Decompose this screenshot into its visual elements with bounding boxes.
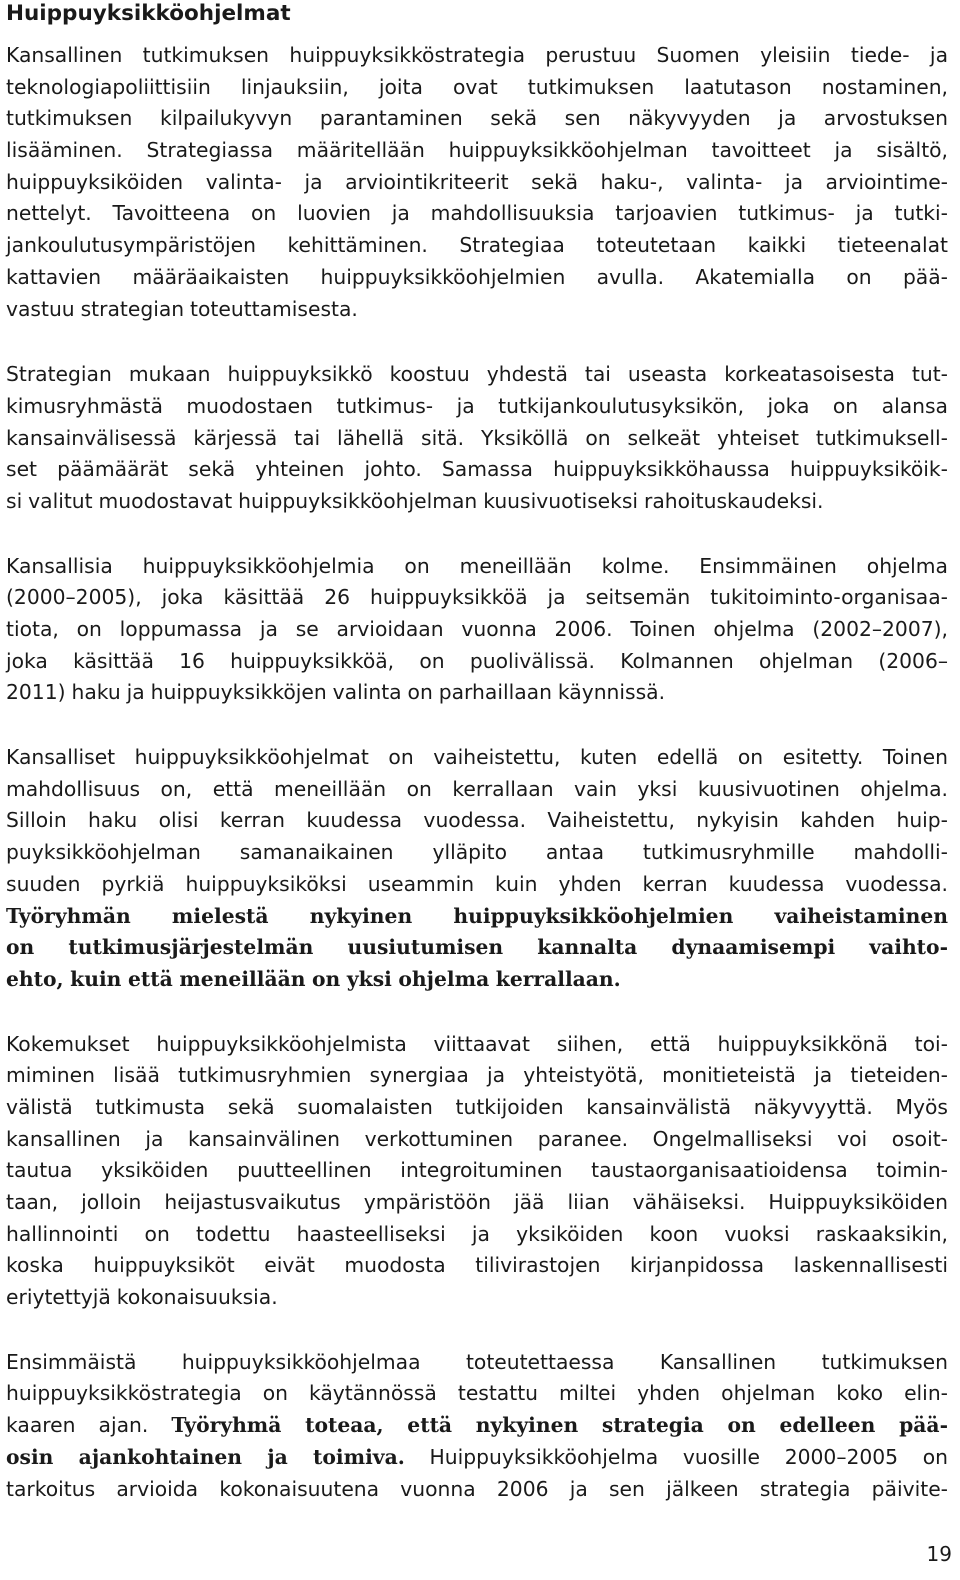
text-line: vastuu strategian toteuttamisesta. [6, 296, 358, 321]
text-line: Kokemukset huippuyksikköohjelmista viittaavat siihen, että huippuyksikkönä toi- [6, 1031, 948, 1056]
text-line: taan, jolloin heijastusvaikutus ympäristöön jää liian vähäiseksi. Huippuyksiköiden [6, 1190, 948, 1214]
text-line: huippuyksikköstrategia on käytännössä testattu miltei yhden ohjelman koko elin- [6, 1381, 948, 1406]
text-line: Kansalliset huippuyksikköohjelmat on vaiheistettu, kuten edellä on esitetty. Toinen [6, 745, 948, 770]
text-line: 2011) haku ja huippuyksikköjen valinta on parhaillaan käynnissä. [6, 680, 666, 705]
paragraph-phasing [6, 742, 948, 996]
emphasis-line: ehto, kuin että meneillään on yksi ohjelma kerrallaan. [6, 966, 621, 991]
text-line: jankoulutusympäristöjen kehittäminen. Strategiaa toteutetaan kaikki tieteenalat [6, 233, 948, 258]
text-line: eriytettyjä kokonaisuuksia. [6, 1285, 278, 1310]
page-number: 19 [926, 1542, 952, 1566]
emphasis-line: Työryhmän mielestä nykyinen huippuyksikköohjelmien vaiheistaminen [6, 903, 948, 928]
text-line: tutkimuksen kilpailukyvyn parantaminen sekä sen näkyvyyden ja arvostuksen [6, 106, 948, 131]
text-line: Kansallisia huippuyksikköohjelmia on meneillään kolme. Ensimmäinen ohjelma [6, 553, 948, 578]
text-line: si valitut muodostavat huippuyksikköohjelman kuusivuotiseksi rahoituskaudeksi. [6, 488, 824, 513]
text-line: mahdollisuus on, että meneillään on kerrallaan vain yksi kuusivuotinen ohjelma. [6, 776, 948, 801]
text-line: huippuyksiköiden valinta- ja arviointikriteerit sekä haku-, valinta- ja arviointime- [6, 169, 948, 194]
text-line: teknologiapoliittisiin linjauksiin, joita ovat tutkimuksen laatutason nostaminen, [6, 74, 948, 99]
text-line: lisääminen. Strategiassa määritellään huippuyksikköohjelman tavoitteet ja sisältö, [6, 138, 948, 163]
text-line: tiota, on loppumassa ja se arvioidaan vuonna 2006. Toinen ohjelma (2002–2007), [6, 617, 948, 641]
text-line: tarkoitus arvioida kokonaisuutena vuonna 2006 ja sen jälkeen strategia päivite- [6, 1476, 948, 1501]
emphasis-line: on tutkimusjärjestelmän uusiutumisen kannalta dynaamisempi vaihto- [6, 935, 948, 960]
text-line: joka käsittää 16 huippuyksikköä, on puolivälissä. Kolmannen ohjelman (2006– [6, 648, 948, 673]
text-line: kansallinen ja kansainvälinen verkottuminen paranee. Ongelmalliseksi voi osoit- [6, 1126, 948, 1151]
paragraph-programmes [6, 551, 948, 709]
text-line: puyksikköohjelman samanaikainen ylläpito antaa tutkimusryhmille mahdolli- [6, 840, 948, 865]
page-heading: Huippuyksikköohjelmat [6, 1, 291, 26]
text-line: suuden pyrkiä huippuyksiköksi useammin kuin yhden kerran kuudessa vuodessa. [6, 871, 948, 896]
text-line: set päämäärät sekä yhteinen johto. Samassa huippuyksikköhaussa huippuyksiköik- [6, 457, 948, 482]
text-line: kimusryhmästä muodostaen tutkimus- ja tutkijankoulutusyksikön, joka on alansa [6, 393, 948, 418]
text-line-mixed [6, 1442, 948, 1474]
emphasis-segment: Työryhmä toteaa, että nykyinen strategia on edelleen pää- [171, 1413, 948, 1438]
text-line: välistä tutkimusta sekä suomalaisten tutkijoiden kansainvälistä näkyvyyttä. Myös [6, 1094, 948, 1119]
text-line: (2000–2005), joka käsittää 26 huippuyksikköä ja seitsemän tukitoiminto-organisaa- [6, 585, 948, 610]
text-line: koska huippuyksiköt eivät muodosta tilivirastojen kirjanpidossa laskennallisesti [6, 1253, 948, 1278]
text-line: kansainvälisessä kärjessä tai lähellä sitä. Yksiköllä on selkeät yhteiset tutkimuksell- [6, 425, 948, 450]
text-line: Kansallinen tutkimuksen huippuyksikköstrategia perustuu Suomen yleisiin tiede- ja [6, 43, 948, 67]
text-line: miminen lisää tutkimusryhmien synergiaa ja yhteistyötä, monitieteistä ja tieteiden- [6, 1063, 948, 1088]
text-line: nettelyt. Tavoitteena on luovien ja mahdollisuuksia tarjoavien tutkimus- ja tutki- [6, 201, 948, 226]
paragraph-strategy [6, 40, 948, 325]
text-line: Silloin haku olisi kerran kuudessa vuodessa. Vaiheistettu, nykyisin kahden huip- [6, 808, 948, 833]
text-line: Strategian mukaan huippuyksikkö koostuu yhdestä tai useasta korkeatasoisesta tut- [6, 362, 948, 387]
paragraph-experiences [6, 1029, 948, 1314]
emphasis-segment: osin ajankohtainen ja toimiva. [6, 1444, 405, 1469]
text-segment: kaaren ajan. [6, 1413, 149, 1438]
paragraph-unit-definition [6, 359, 948, 517]
document-page [6, 0, 948, 1505]
text-line: hallinnointi on todettu haasteelliseksi ja yksiköiden koon vuoksi raskaaksikin, [6, 1221, 948, 1246]
text-segment: Huippuyksikköohjelma vuosille 2000–2005 on [429, 1444, 949, 1469]
text-line: kattavien määräaikaisten huippuyksikköohjelmien avulla. Akatemialla on pää- [6, 264, 948, 289]
text-line: tautua yksiköiden puutteellinen integroituminen taustaorganisaatioidensa toimin- [6, 1158, 948, 1183]
text-line-mixed [6, 1410, 948, 1442]
text-line: Ensimmäistä huippuyksikköohjelmaa toteutettaessa Kansallinen tutkimuksen [6, 1349, 948, 1374]
paragraph-conclusion [6, 1347, 948, 1505]
